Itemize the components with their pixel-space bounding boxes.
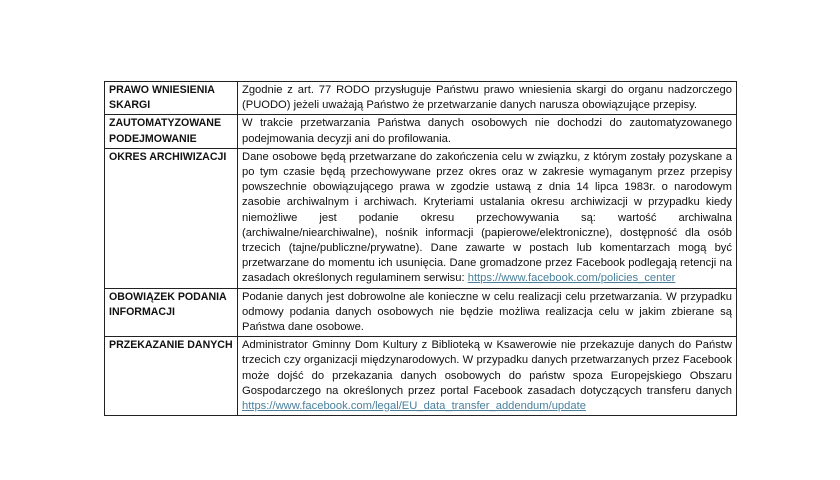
facebook-transfer-addendum-link[interactable]: https://www.facebook.com/legal/EU_data_transfer_addendum/update xyxy=(242,400,586,413)
row-label-complaint: PRAWO WNIESIENIA SKARGI xyxy=(105,82,238,115)
table-row xyxy=(105,115,737,148)
row-content-automated-decisions: W trakcie przetwarzania Państwa danych osobowych nie dochodzi do zautomatyzowanego podejmowania decyzji ani do profilowania. xyxy=(238,115,737,148)
row-content-data-transfer xyxy=(238,337,737,416)
row-content-archiving-period xyxy=(238,148,737,288)
rodo-info-table xyxy=(104,81,737,416)
archiving-text: Dane osobowe będą przetwarzane do zakończenia celu w związku, z którym zostały pozyskane a po tym czasie będą przechowywane przez okres oraz w zakresie wymaganym przez przepisy powszechnie obowiązującego prawa w zgodzie ustawą z dnia 14 lipca 1983r. o narodowym zasobie archiwalnym i archiwach. Kryteriami ustalania okresu archiwizacji w przypadku kiedy niemożliwe jest podanie okresu przechowywania są: wartość archiwalna (archiwalne/niearchiwalne), nośnik informacji (papierowe/elektroniczne), dostępność dla osób trzecich (tajne/publiczne/prywatne). Dane zawarte w postach lub komentarzach mogą być przetwarzane do momentu ich usunięcia. Dane gromadzone przez Facebook podlegają retencji na zasadach określonych regulaminem serwisu: xyxy=(242,150,732,285)
table-row xyxy=(105,288,737,337)
row-content-complaint: Zgodnie z art. 77 RODO przysługuje Państwu prawo wniesienia skargi do organu nadzorczego (PUODO) jeżeli uważają Państwo że przetwarzanie danych narusza obowiązujące przepisy. xyxy=(238,82,737,115)
row-label-obligation: OBOWIĄZEK PODANIA INFORMACJI xyxy=(105,288,238,337)
row-label-automated-decisions: ZAUTOMATYZOWANE PODEJMOWANIE xyxy=(105,115,238,148)
facebook-policies-link[interactable]: https://www.facebook.com/policies_center xyxy=(467,272,676,285)
table-row xyxy=(105,337,737,416)
row-label-archiving-period: OKRES ARCHIWIZACJI xyxy=(105,148,238,288)
row-label-data-transfer: PRZEKAZANIE DANYCH xyxy=(105,337,238,416)
table-row xyxy=(105,82,737,115)
table-row xyxy=(105,148,737,288)
row-content-obligation: Podanie danych jest dobrowolne ale konieczne w celu realizacji celu przetwarzania. W przypadku odmowy podania danych osobowych nie będzie możliwa realizacja celu w jakim zbierane są Państwa dane osobowe. xyxy=(238,288,737,337)
data-transfer-text: Administrator Gminny Dom Kultury z Biblioteką w Ksawerowie nie przekazuje danych do Państw trzecich czy organizacji międzynarodowych. W przypadku danych przetwarzanych przez Facebook może dojść do przekazania danych osobowych do państw spoza Europejskiego Obszaru Gospodarczego na określonych przez portal Facebook zasadach dotyczących transferu danych xyxy=(242,339,732,397)
